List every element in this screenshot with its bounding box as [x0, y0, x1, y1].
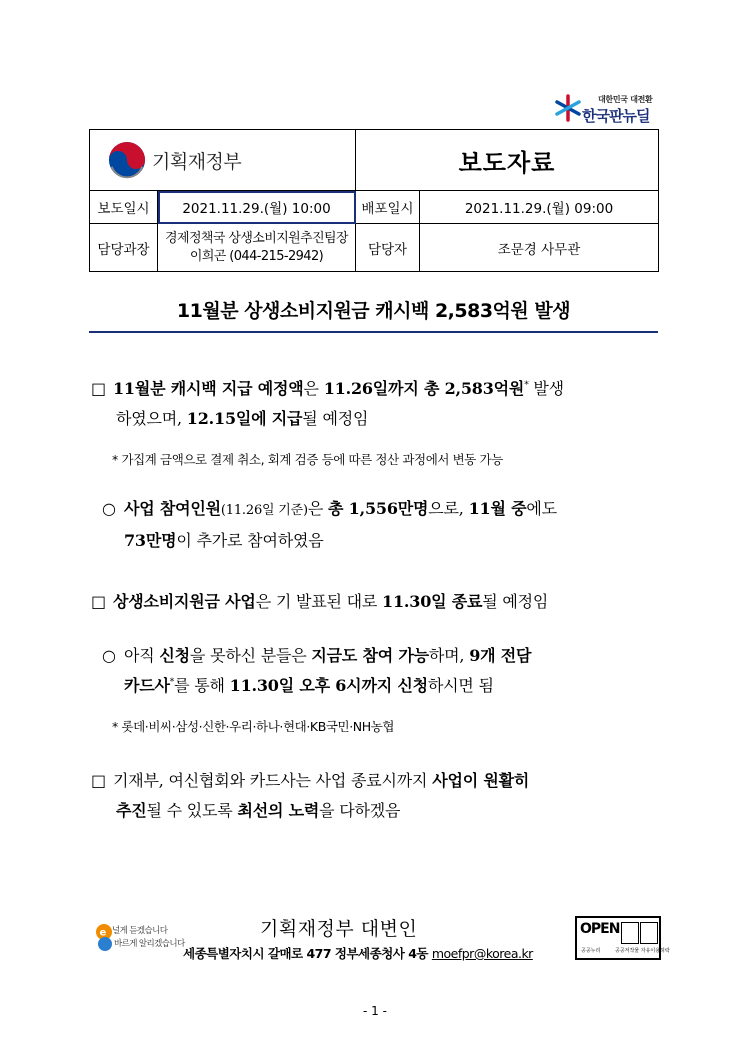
svg-text:e: e — [99, 927, 107, 939]
paragraph-2: ○ 사업 참여인원(11.26일 기준)은 총 1,556만명으로, 11월 중에도 73만명이 추가로 참여하였음 — [102, 494, 672, 556]
slogan-line-1: 널게 듣겠습니다 — [112, 926, 168, 936]
new-deal-logo-icon — [554, 94, 582, 122]
dept-line2: 이희곤 (044-215-2942) — [189, 248, 324, 264]
doc-type-title: 보도자료 — [356, 130, 659, 191]
email-link[interactable]: moefpr@korea.kr — [431, 946, 533, 961]
distribution-label: 배포일시 — [356, 191, 420, 224]
footnote-1: * 가집계 금액으로 결제 취소, 회계 검증 등에 따른 정산 과정에서 변동 가능 — [112, 452, 503, 467]
contact-label: 담당자 — [356, 224, 420, 272]
release-label: 보도일시 — [90, 191, 158, 224]
dept-value — [158, 224, 356, 272]
circle-marker: ○ — [102, 499, 116, 518]
open-logo-text: OPEN — [580, 921, 620, 937]
new-deal-logo — [552, 92, 662, 128]
paragraph-5: □ 기재부, 여신협회와 카드사는 사업 종료시까지 사업이 원활히 추진될 수 있도록 최선의 노력을 다하겠음 — [91, 771, 530, 820]
open-sub-1: 공공누리 — [581, 948, 601, 954]
commercial-use-icon — [640, 922, 658, 944]
dept-label: 담당과장 — [90, 224, 158, 272]
footnote-2: * 롯데·비씨·삼성·신한·우리·하나·현대·KB국민·NH농협 — [112, 719, 395, 734]
dept-line1: 경제정책국 상생소비지원추진팀장 — [165, 230, 348, 246]
new-deal-title: 한국판뉴딜 — [582, 107, 650, 125]
headline: 11월분 상생소비지원금 캐시백 2,583억원 발생 — [176, 300, 571, 322]
ministry-name: 기획재정부 — [152, 150, 242, 173]
page-number: - 1 - — [363, 1004, 387, 1018]
square-marker: □ — [91, 379, 106, 398]
ministry-cell — [90, 130, 356, 191]
headline-rule — [89, 331, 658, 333]
release-value: 2021.11.29.(월) 10:00 — [158, 191, 356, 224]
contact-value: 조문경 사무관 — [420, 224, 659, 272]
paragraph-1: □ 11월분 캐시백 지급 예정액은 11.26일까지 총 2,583억원* 발생 하였으며, 12.15일에 지급될 예정임 — [91, 374, 671, 434]
ministry-slogan — [94, 918, 184, 958]
slogan-line-2: 바르게 알리겠습니다 — [114, 939, 185, 949]
distribution-value: 2021.11.29.(월) 09:00 — [420, 191, 659, 224]
address: 세종특별자치시 갈매로 477 정부세종청사 4동 moefpr@korea.kr — [183, 946, 533, 961]
attribution-icon — [621, 922, 639, 944]
paragraph-4: ○ 아직 신청을 못하신 분들은 지금도 참여 가능하며, 9개 전담 카드사*를 통해 11.30일 오후 6시까지 신청하시면 됨 — [102, 646, 532, 695]
paragraph-3: □ 상생소비지원금 사업은 기 발표된 대로 11.30일 종료될 예정임 — [91, 592, 549, 611]
open-sub-2: 공공저작물 자유이용허락 — [615, 948, 670, 954]
open-license-icon — [575, 916, 670, 960]
spokesperson-title: 기획재정부 대변인 — [260, 918, 418, 940]
taeguk-emblem-icon — [108, 141, 146, 179]
new-deal-slogan: 대한민국 대전환 — [598, 95, 653, 104]
press-release-header — [89, 129, 659, 272]
